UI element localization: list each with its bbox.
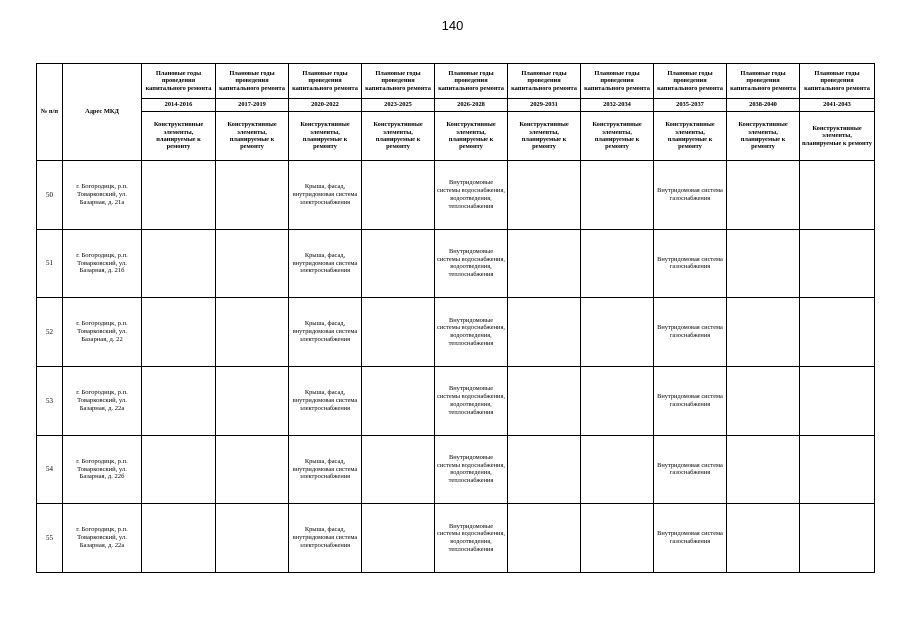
header-elements: Конструктивные элементы, планируемые к ремонту (654, 112, 727, 161)
table-cell (800, 161, 875, 230)
header-planned-years: Плановые годы проведения капитального ремонта (508, 64, 581, 99)
header-elements: Конструктивные элементы, планируемые к ремонту (142, 112, 216, 161)
table-row (37, 298, 875, 367)
page-number: 140 (441, 18, 464, 33)
header-year-range: 2026-2028 (435, 99, 508, 112)
table-cell: Внутридомовая система газоснабжения (654, 435, 727, 504)
table-cell (581, 504, 654, 573)
header-elements: Конструктивные элементы, планируемые к ремонту (289, 112, 362, 161)
header-elements: Конструктивные элементы, планируемые к ремонту (727, 112, 800, 161)
table-cell (362, 229, 435, 298)
row-address: г. Богородицк, р.п. Товарковский, ул. Базарная, д. 22б (63, 435, 142, 504)
table-cell: Внутридомовые системы водоснабжения, водоотведения, теплоснабжения (435, 161, 508, 230)
table-cell (362, 298, 435, 367)
table-cell (216, 435, 289, 504)
table-cell: Внутридомовая система газоснабжения (654, 229, 727, 298)
table-cell: Внутридомовая система газоснабжения (654, 366, 727, 435)
row-number: 52 (37, 298, 63, 367)
table-cell: Крыша, фасад, внутридомовая система электроснабжения (289, 161, 362, 230)
header-year-range: 2035-2037 (654, 99, 727, 112)
table-cell: Внутридомовые системы водоснабжения, водоотведения, теплоснабжения (435, 435, 508, 504)
header-planned-years: Плановые годы проведения капитального ремонта (581, 64, 654, 99)
table-cell (362, 161, 435, 230)
row-address: г. Богородицк, р.п. Товарковский, ул. Базарная, д. 22а (63, 366, 142, 435)
table-cell (142, 161, 216, 230)
table-cell (362, 435, 435, 504)
header-elements: Конструктивные элементы, планируемые к ремонту (800, 112, 875, 161)
table-cell (581, 366, 654, 435)
header-year-range: 2032-2034 (581, 99, 654, 112)
header-year-range: 2020-2022 (289, 99, 362, 112)
table-cell: Крыша, фасад, внутридомовая система электроснабжения (289, 229, 362, 298)
header-year-range: 2038-2040 (727, 99, 800, 112)
table-cell (142, 504, 216, 573)
table-cell (508, 298, 581, 367)
header-address: Адрес МКД (63, 64, 142, 161)
table-cell (581, 298, 654, 367)
header-planned-years: Плановые годы проведения капитального ремонта (654, 64, 727, 99)
row-number: 54 (37, 435, 63, 504)
header-planned-years: Плановые годы проведения капитального ремонта (362, 64, 435, 99)
table-cell (727, 229, 800, 298)
row-number: 53 (37, 366, 63, 435)
header-elements: Конструктивные элементы, планируемые к ремонту (581, 112, 654, 161)
table-cell (800, 435, 875, 504)
header-year-range: 2041-2043 (800, 99, 875, 112)
row-address: г. Богородицк, р.п. Товарковский, ул. Базарная, д. 22 (63, 298, 142, 367)
table-row (37, 366, 875, 435)
table-cell: Внутридомовые системы водоснабжения, водоотведения, теплоснабжения (435, 504, 508, 573)
table-cell: Крыша, фасад, внутридомовая система электроснабжения (289, 366, 362, 435)
table-cell (216, 161, 289, 230)
table-cell (800, 366, 875, 435)
table-cell (727, 366, 800, 435)
header-planned-years: Плановые годы проведения капитального ремонта (435, 64, 508, 99)
header-number: № п/п (37, 64, 63, 161)
table-cell (581, 161, 654, 230)
row-number: 50 (37, 161, 63, 230)
table-cell (216, 366, 289, 435)
table-cell (362, 366, 435, 435)
table-row (37, 229, 875, 298)
header-elements: Конструктивные элементы, планируемые к ремонту (362, 112, 435, 161)
table-cell (142, 366, 216, 435)
header-row-elements (37, 112, 875, 161)
header-elements: Конструктивные элементы, планируемые к ремонту (216, 112, 289, 161)
table-cell (800, 504, 875, 573)
table-cell (800, 298, 875, 367)
table-cell (800, 229, 875, 298)
table-cell (727, 435, 800, 504)
table-cell: Крыша, фасад, внутридомовая система электроснабжения (289, 504, 362, 573)
table-cell (216, 229, 289, 298)
header-planned-years: Плановые годы проведения капитального ремонта (216, 64, 289, 99)
row-number: 51 (37, 229, 63, 298)
table-cell (508, 435, 581, 504)
table-cell (142, 229, 216, 298)
table-cell (142, 298, 216, 367)
row-address: г. Богородицк, р.п. Товарковский, ул. Базарная, д. 21б (63, 229, 142, 298)
table-cell: Внутридомовая система газоснабжения (654, 504, 727, 573)
table-cell (362, 504, 435, 573)
header-row-ranges (37, 99, 875, 112)
table-cell: Крыша, фасад, внутридомовая система электроснабжения (289, 298, 362, 367)
table-cell: Внутридомовые системы водоснабжения, водоотведения, теплоснабжения (435, 229, 508, 298)
table-cell (216, 298, 289, 367)
capital-repair-table (36, 63, 875, 573)
header-row-years (37, 64, 875, 99)
table-cell (508, 229, 581, 298)
table-cell (581, 229, 654, 298)
table-cell: Крыша, фасад, внутридомовая система электроснабжения (289, 435, 362, 504)
table-cell (508, 366, 581, 435)
table-cell: Внутридомовые системы водоснабжения, водоотведения, теплоснабжения (435, 366, 508, 435)
header-year-range: 2017-2019 (216, 99, 289, 112)
table-cell (508, 504, 581, 573)
table-cell (508, 161, 581, 230)
row-address: г. Богородицк, р.п. Товарковский, ул. Базарная, д. 21а (63, 161, 142, 230)
row-address: г. Богородицк, р.п. Товарковский, ул. Базарная, д. 22а (63, 504, 142, 573)
table-row (37, 435, 875, 504)
table-cell (727, 161, 800, 230)
table-cell (727, 504, 800, 573)
header-planned-years: Плановые годы проведения капитального ремонта (800, 64, 875, 99)
header-elements: Конструктивные элементы, планируемые к ремонту (435, 112, 508, 161)
header-planned-years: Плановые годы проведения капитального ремонта (142, 64, 216, 99)
header-year-range: 2023-2025 (362, 99, 435, 112)
table-row (37, 504, 875, 573)
header-planned-years: Плановые годы проведения капитального ремонта (289, 64, 362, 99)
header-year-range: 2014-2016 (142, 99, 216, 112)
table-cell: Внутридомовые системы водоснабжения, водоотведения, теплоснабжения (435, 298, 508, 367)
table-cell: Внутридомовая система газоснабжения (654, 298, 727, 367)
table-cell (216, 504, 289, 573)
table-cell (142, 435, 216, 504)
header-year-range: 2029-2031 (508, 99, 581, 112)
table-cell: Внутридомовая система газоснабжения (654, 161, 727, 230)
table-header (37, 64, 875, 161)
header-elements: Конструктивные элементы, планируемые к ремонту (508, 112, 581, 161)
row-number: 55 (37, 504, 63, 573)
header-planned-years: Плановые годы проведения капитального ремонта (727, 64, 800, 99)
table-body (37, 161, 875, 573)
table-cell (727, 298, 800, 367)
table-cell (581, 435, 654, 504)
table-row (37, 161, 875, 230)
